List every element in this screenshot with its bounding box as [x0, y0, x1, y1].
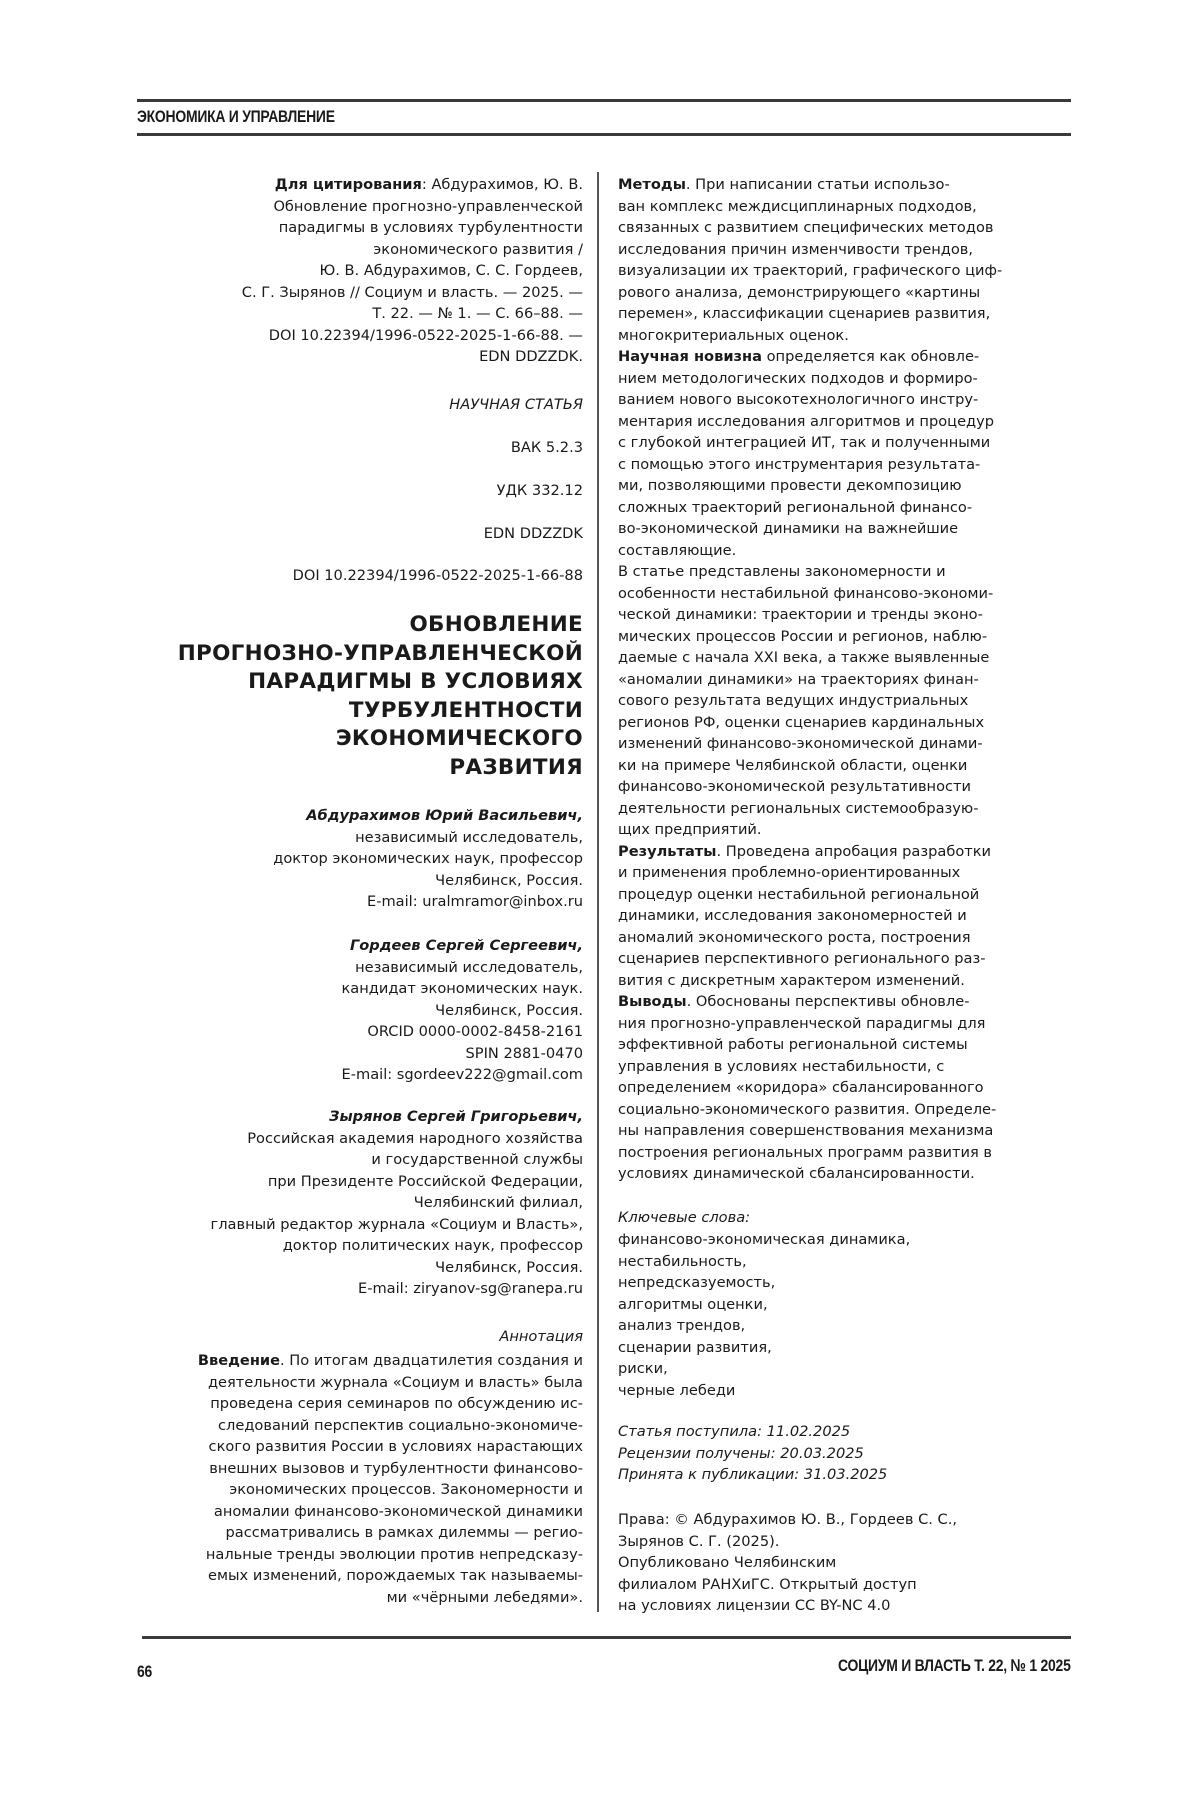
text-line: Зырянов С. Г. (2025).: [618, 1532, 780, 1550]
text-line: управления в условиях нестабильности, с: [618, 1057, 945, 1075]
text-line: Опубликовано Челябинским: [618, 1554, 837, 1571]
text-line: Т. 22. — № 1. — С. 66–88. —: [372, 305, 583, 322]
text-line: социально-экономического развития. Определе-: [618, 1100, 997, 1118]
text-line: условиях динамической сбалансированности.: [618, 1165, 975, 1182]
text-line: риски,: [618, 1360, 668, 1377]
text-line: [618, 991, 1002, 1013]
text-line: составляющие.: [618, 541, 737, 559]
line-text: . По итогам двадцатилетия создания и: [280, 1352, 583, 1369]
text-line: независимый исследователь,: [355, 828, 583, 846]
text-line: исследования причин изменчивости трендов,: [618, 240, 974, 258]
text-line: SPIN 2881-0470: [465, 1044, 583, 1062]
abstract-text: [618, 174, 1002, 1185]
text-line: Челябинск, Россия.: [435, 1258, 583, 1276]
lead-term: Результаты: [618, 842, 717, 860]
text-line: ПРОГНОЗНО-УПРАВЛЕНЧЕСКОЙ: [177, 640, 583, 666]
article-dates: [618, 1421, 887, 1486]
text-line: [618, 346, 1002, 368]
author-1: [273, 805, 583, 913]
text-line: E-mail: uralmramor@inbox.ru: [366, 893, 583, 910]
text-line: при Президенте Российской Федерации,: [267, 1172, 583, 1190]
line-text: . Проведена апробация разработки: [716, 842, 992, 860]
section-title: ЭКОНОМИКА И УПРАВЛЕНИЕ: [137, 107, 335, 126]
text-line: ORCID 0000-0002-8458-2161: [367, 1023, 583, 1040]
text-line: следований перспектив социально-экономиче-: [218, 1416, 583, 1434]
text-line: ван комплекс междисциплинарных подходов,: [618, 197, 977, 215]
author-name: Гордеев Сергей Сергеевич,: [349, 937, 583, 954]
text-line: Статья поступила: 11.02.2025: [618, 1423, 851, 1440]
text-line: визуализации их траекторий, графического циф-: [618, 262, 1003, 279]
text-line: алгоритмы оценки,: [618, 1295, 768, 1313]
text-line: экономического развития /: [373, 240, 583, 258]
text-line: [618, 174, 1002, 196]
author-details: [341, 957, 583, 1086]
text-line: особенности нестабильной финансово-экономи-: [618, 584, 994, 602]
text-line: построения региональных программ развития в: [618, 1143, 993, 1161]
text-line: независимый исследователь,: [355, 958, 583, 976]
text-line: E-mail: ziryanov-sg@ranepa.ru: [357, 1280, 583, 1297]
text-line: С. Г. Зырянов // Социум и власть. — 2025. —: [241, 283, 583, 301]
text-line: и государственной службы: [371, 1151, 583, 1168]
lead-term: Научная новизна: [618, 348, 762, 365]
text-line: ми «чёрными лебедями».: [386, 1588, 583, 1606]
text-line: и применения проблемно-ориентированных: [618, 864, 961, 881]
text-line: сложных траекторий региональной финансо-: [618, 498, 973, 516]
text-line: финансово-экономической результативности: [618, 778, 972, 795]
introduction-text: [198, 1350, 583, 1608]
text-line: деятельности региональных системообразую-: [618, 799, 979, 817]
text-line: изменений финансово-экономической динами-: [618, 735, 983, 752]
lead-term: Выводы: [618, 993, 687, 1010]
line-text: : Абдурахимов, Ю. В.: [421, 176, 583, 193]
line-text: . Обоснованы перспективы обновле-: [686, 993, 970, 1010]
citation-block: [242, 174, 583, 368]
article-type: НАУЧНАЯ СТАТЬЯ: [449, 396, 583, 413]
text-line: нальные тренды эволюции против непредсказу-: [205, 1545, 583, 1563]
keywords-label: Ключевые слова:: [618, 1209, 751, 1226]
text-line: парадигмы в условиях турбулентности: [278, 219, 583, 236]
text-line: ЭКОНОМИЧЕСКОГО: [335, 726, 583, 752]
text-line: сового результата ведущих индустриальных: [618, 692, 969, 709]
text-line: Ю. В. Абдурахимов, С. С. Гордеев,: [319, 262, 583, 279]
article-title: [178, 611, 583, 783]
author-details: [273, 827, 583, 913]
text-line: эффективной работы региональной системы: [618, 1036, 968, 1053]
author-name: Абдурахимов Юрий Васильевич,: [306, 807, 583, 824]
annotation-label: Аннотация: [499, 1328, 583, 1345]
rights-statement: [618, 1509, 957, 1617]
text-line: нестабильность,: [618, 1252, 747, 1270]
text-line: [242, 174, 583, 196]
text-line: емых изменений, порождаемых так называемы-: [208, 1567, 583, 1584]
text-line: рассматривались в рамках дилеммы — регио-: [225, 1524, 583, 1541]
lead-term: Введение: [197, 1352, 281, 1369]
footer-rule: [142, 1636, 1071, 1639]
text-line: РАЗВИТИЯ: [449, 754, 583, 780]
udk-code: УДК 332.12: [496, 482, 583, 499]
text-line: филиалом РАНХиГС. Открытый доступ: [618, 1575, 917, 1593]
text-line: на условиях лицензии CC BY-NC 4.0: [618, 1597, 891, 1614]
edn-code: EDN DDZZDK: [483, 525, 583, 542]
text-line: анализ трендов,: [618, 1317, 746, 1334]
text-line: ки на примере Челябинской области, оценки: [618, 756, 968, 774]
text-line: динамики, исследования закономерностей и: [618, 907, 967, 924]
text-line: ния прогнозно-управленческой парадигмы для: [618, 1014, 986, 1032]
text-line: деятельности журнала «Социум и власть» была: [207, 1373, 583, 1391]
text-line: сценариев перспективного регионального раз-: [618, 950, 986, 967]
text-line: главный редактор журнала «Социум и Власть»,: [210, 1215, 583, 1233]
author-name: Зырянов Сергей Григорьевич,: [329, 1108, 583, 1125]
text-line: регионов РФ, оценки сценариев кардинальных: [618, 713, 985, 731]
text-line: с помощью этого инструментария результата-: [618, 455, 981, 473]
text-line: непредсказуемость,: [618, 1274, 776, 1291]
text-line: аномалии финансово-экономической динамики: [213, 1502, 583, 1520]
text-line: ми, позволяющими провести декомпозицию: [618, 477, 962, 494]
text-line: сценарии развития,: [618, 1338, 772, 1356]
text-line: ментария исследования алгоритмов и процедур: [618, 412, 995, 430]
text-line: Челябинск, Россия.: [435, 1001, 583, 1019]
text-line: Обновление прогнозно-управленческой: [273, 197, 583, 215]
text-line: Челябинск, Россия.: [435, 871, 583, 889]
line-text: определяется как обновле-: [761, 348, 980, 365]
text-line: ПАРАДИГМЫ В УСЛОВИЯХ: [248, 669, 583, 695]
text-line: «аномалии динамики» на траекториях финан-: [618, 670, 979, 688]
text-line: Рецензии получены: 20.03.2025: [618, 1444, 864, 1462]
text-line: ны направления совершенствования механизма: [618, 1122, 994, 1139]
text-line: кандидат экономических наук.: [341, 980, 583, 997]
header-rule-top: [137, 99, 1071, 102]
text-line: во-экономической динамики на важнейшие: [618, 520, 959, 537]
text-line: ческой динамики: траектории и тренды эконо-: [618, 606, 983, 623]
line-text: . При написании статьи использо-: [685, 176, 950, 193]
text-line: EDN DDZZDK.: [479, 348, 583, 365]
text-line: мических процессов России и регионов, наблю-: [618, 627, 988, 645]
column-divider: [597, 172, 599, 1612]
lead-term: Для цитирования: [274, 176, 422, 193]
text-line: экономических процессов. Закономерности и: [229, 1481, 583, 1498]
author-3: [211, 1106, 583, 1300]
page-number: 66: [137, 1662, 153, 1681]
journal-issue: СОЦИУМ И ВЛАСТЬ Т. 22, № 1 2025: [838, 1656, 1071, 1675]
text-line: рового анализа, демонстрирующего «картины: [618, 283, 981, 301]
text-line: финансово-экономическая динамика,: [618, 1231, 911, 1248]
author-2: [341, 935, 583, 1086]
text-line: внешних вызовов и турбулентности финансово-: [209, 1459, 583, 1477]
text-line: Права: © Абдурахимов Ю. В., Гордеев С. С.,: [618, 1511, 958, 1528]
text-line: В статье представлены закономерности и: [618, 563, 946, 580]
text-line: щих предприятий.: [618, 821, 762, 838]
text-line: [198, 1350, 583, 1372]
text-line: вития с дискретным характером изменений.: [618, 971, 965, 989]
text-line: DOI 10.22394/1996-0522-2025-1-66-88. —: [268, 326, 583, 344]
text-line: с глубокой интеграцией ИТ, так и полученными: [618, 434, 991, 451]
text-line: определением «коридора» сбалансированного: [618, 1079, 984, 1096]
keywords-list: [618, 1229, 910, 1401]
text-line: Российская академия народного хозяйства: [247, 1129, 583, 1147]
text-line: многокритериальных оценок.: [618, 326, 849, 344]
lead-term: Методы: [618, 176, 686, 193]
author-details: [211, 1128, 583, 1300]
text-line: проведена серия семинаров по обсуждению ис-: [210, 1395, 583, 1412]
text-line: черные лебеди: [618, 1381, 736, 1399]
text-line: ского развития России в условиях нарастающих: [208, 1438, 583, 1455]
text-line: доктор экономических наук, профессор: [273, 850, 583, 867]
text-line: доктор политических наук, профессор: [282, 1237, 583, 1254]
text-line: даемые с начала XXI века, а также выявленные: [618, 649, 990, 666]
text-line: ТУРБУЛЕНТНОСТИ: [348, 697, 583, 723]
text-line: нием методологических подходов и формиро-: [618, 369, 978, 387]
text-line: Челябинский филиал,: [413, 1194, 583, 1211]
doi-code: DOI 10.22394/1996-0522-2025-1-66-88: [292, 567, 583, 584]
text-line: аномалий экономического роста, построения: [618, 928, 971, 946]
vak-code: ВАК 5.2.3: [510, 439, 583, 456]
text-line: E-mail: sgordeev222@gmail.com: [341, 1066, 583, 1083]
text-line: Принята к публикации: 31.03.2025: [618, 1466, 888, 1483]
text-line: связанных с развитием специфических методов: [618, 219, 994, 236]
text-line: ванием нового высокотехнологичного инстру-: [618, 391, 979, 408]
text-line: [618, 841, 1002, 863]
header-rule-bottom: [137, 133, 1071, 136]
text-line: ОБНОВЛЕНИЕ: [409, 612, 583, 637]
text-line: процедур оценки нестабильной региональной: [618, 885, 980, 903]
text-line: перемен», классификации сценариев развития,: [618, 305, 991, 322]
